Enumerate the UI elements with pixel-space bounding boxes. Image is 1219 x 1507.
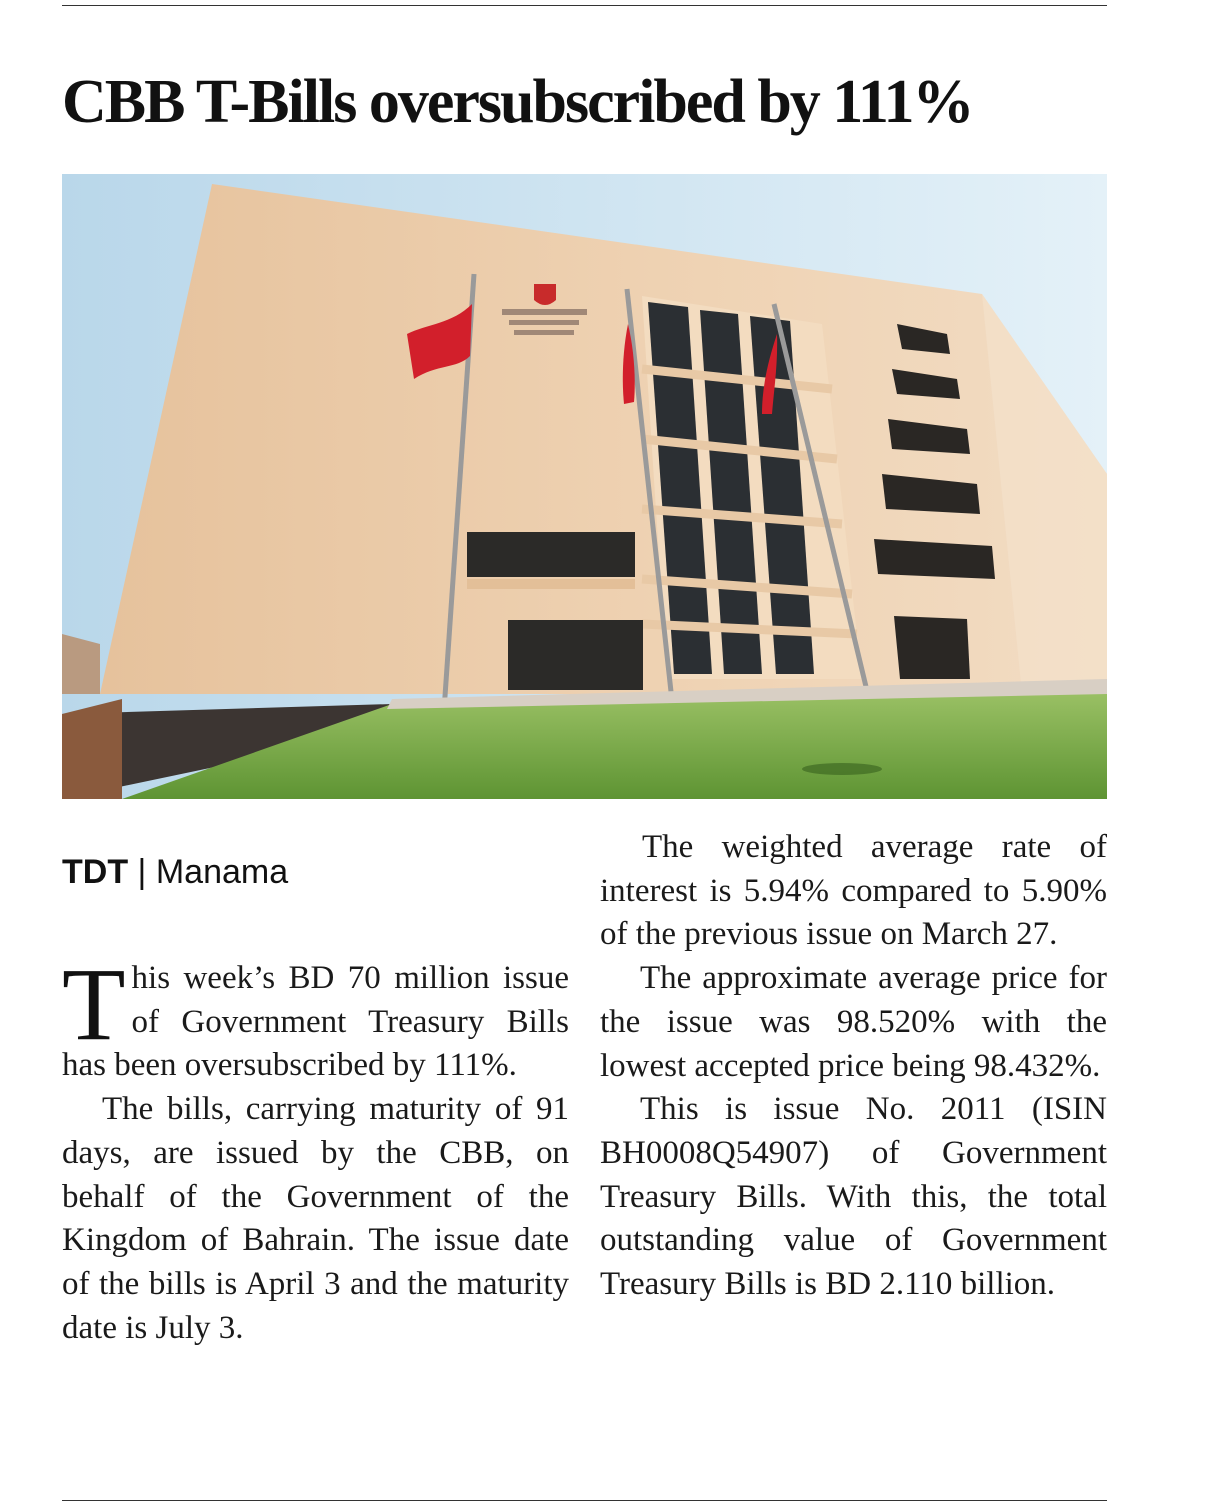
drop-cap: T xyxy=(62,947,126,1062)
byline xyxy=(62,850,288,894)
bottom-rule xyxy=(62,1500,1107,1501)
paragraph-1-text-b: 70 million issue of Government Treasury Bills has been oversubscribed by 111%. xyxy=(62,960,569,1084)
currency-abbr: BD xyxy=(288,960,335,996)
article-column-right xyxy=(600,826,1107,1307)
paragraph-5-text-a: This is issue No. 2011 ( xyxy=(640,1091,1043,1128)
byline-location: Manama xyxy=(155,853,289,891)
paragraph-5-text-c: 2.110 billion. xyxy=(871,1266,1056,1303)
top-rule xyxy=(62,5,1107,6)
paragraph-5-text-b: ) of Government Treasury Bills. With this, the total outstanding value of Government Treasury Bills is xyxy=(600,1134,1107,1303)
isin-code: ISIN BH0008Q54907 xyxy=(600,1091,1107,1171)
article-column-left xyxy=(62,947,570,1350)
paragraph-3: The weighted average rate of interest is 5.94% compared to 5.90% of the previous issue on March 27. xyxy=(600,829,1107,953)
paragraph-2-text-b: , on behalf of the Government of the Kingdom of Bahrain. The issue date of the bills is April 3 and the maturity date is July 3. xyxy=(62,1134,570,1346)
paragraph-1-text-a: his week’s xyxy=(131,960,289,996)
byline-source: TDT xyxy=(62,853,129,891)
byline-separator: | xyxy=(137,853,147,891)
paragraph-2 xyxy=(62,1088,569,1350)
article-photo xyxy=(62,174,1107,799)
headline: CBB T-Bills oversubscribed by 111% xyxy=(62,68,973,136)
paragraph-2-text-a: The bills, carrying maturity of 91 days, are issued by the xyxy=(62,1091,569,1171)
cbb-abbr: CBB xyxy=(439,1134,506,1171)
paragraph-1 xyxy=(62,947,569,1088)
paragraph-4: The approximate average price for the issue was 98.520% with the lowest accepted price being 98.432%. xyxy=(600,960,1107,1084)
currency-abbr: BD xyxy=(825,1266,872,1303)
paragraph-5 xyxy=(600,1088,1107,1307)
building-photo-icon xyxy=(62,174,1107,799)
